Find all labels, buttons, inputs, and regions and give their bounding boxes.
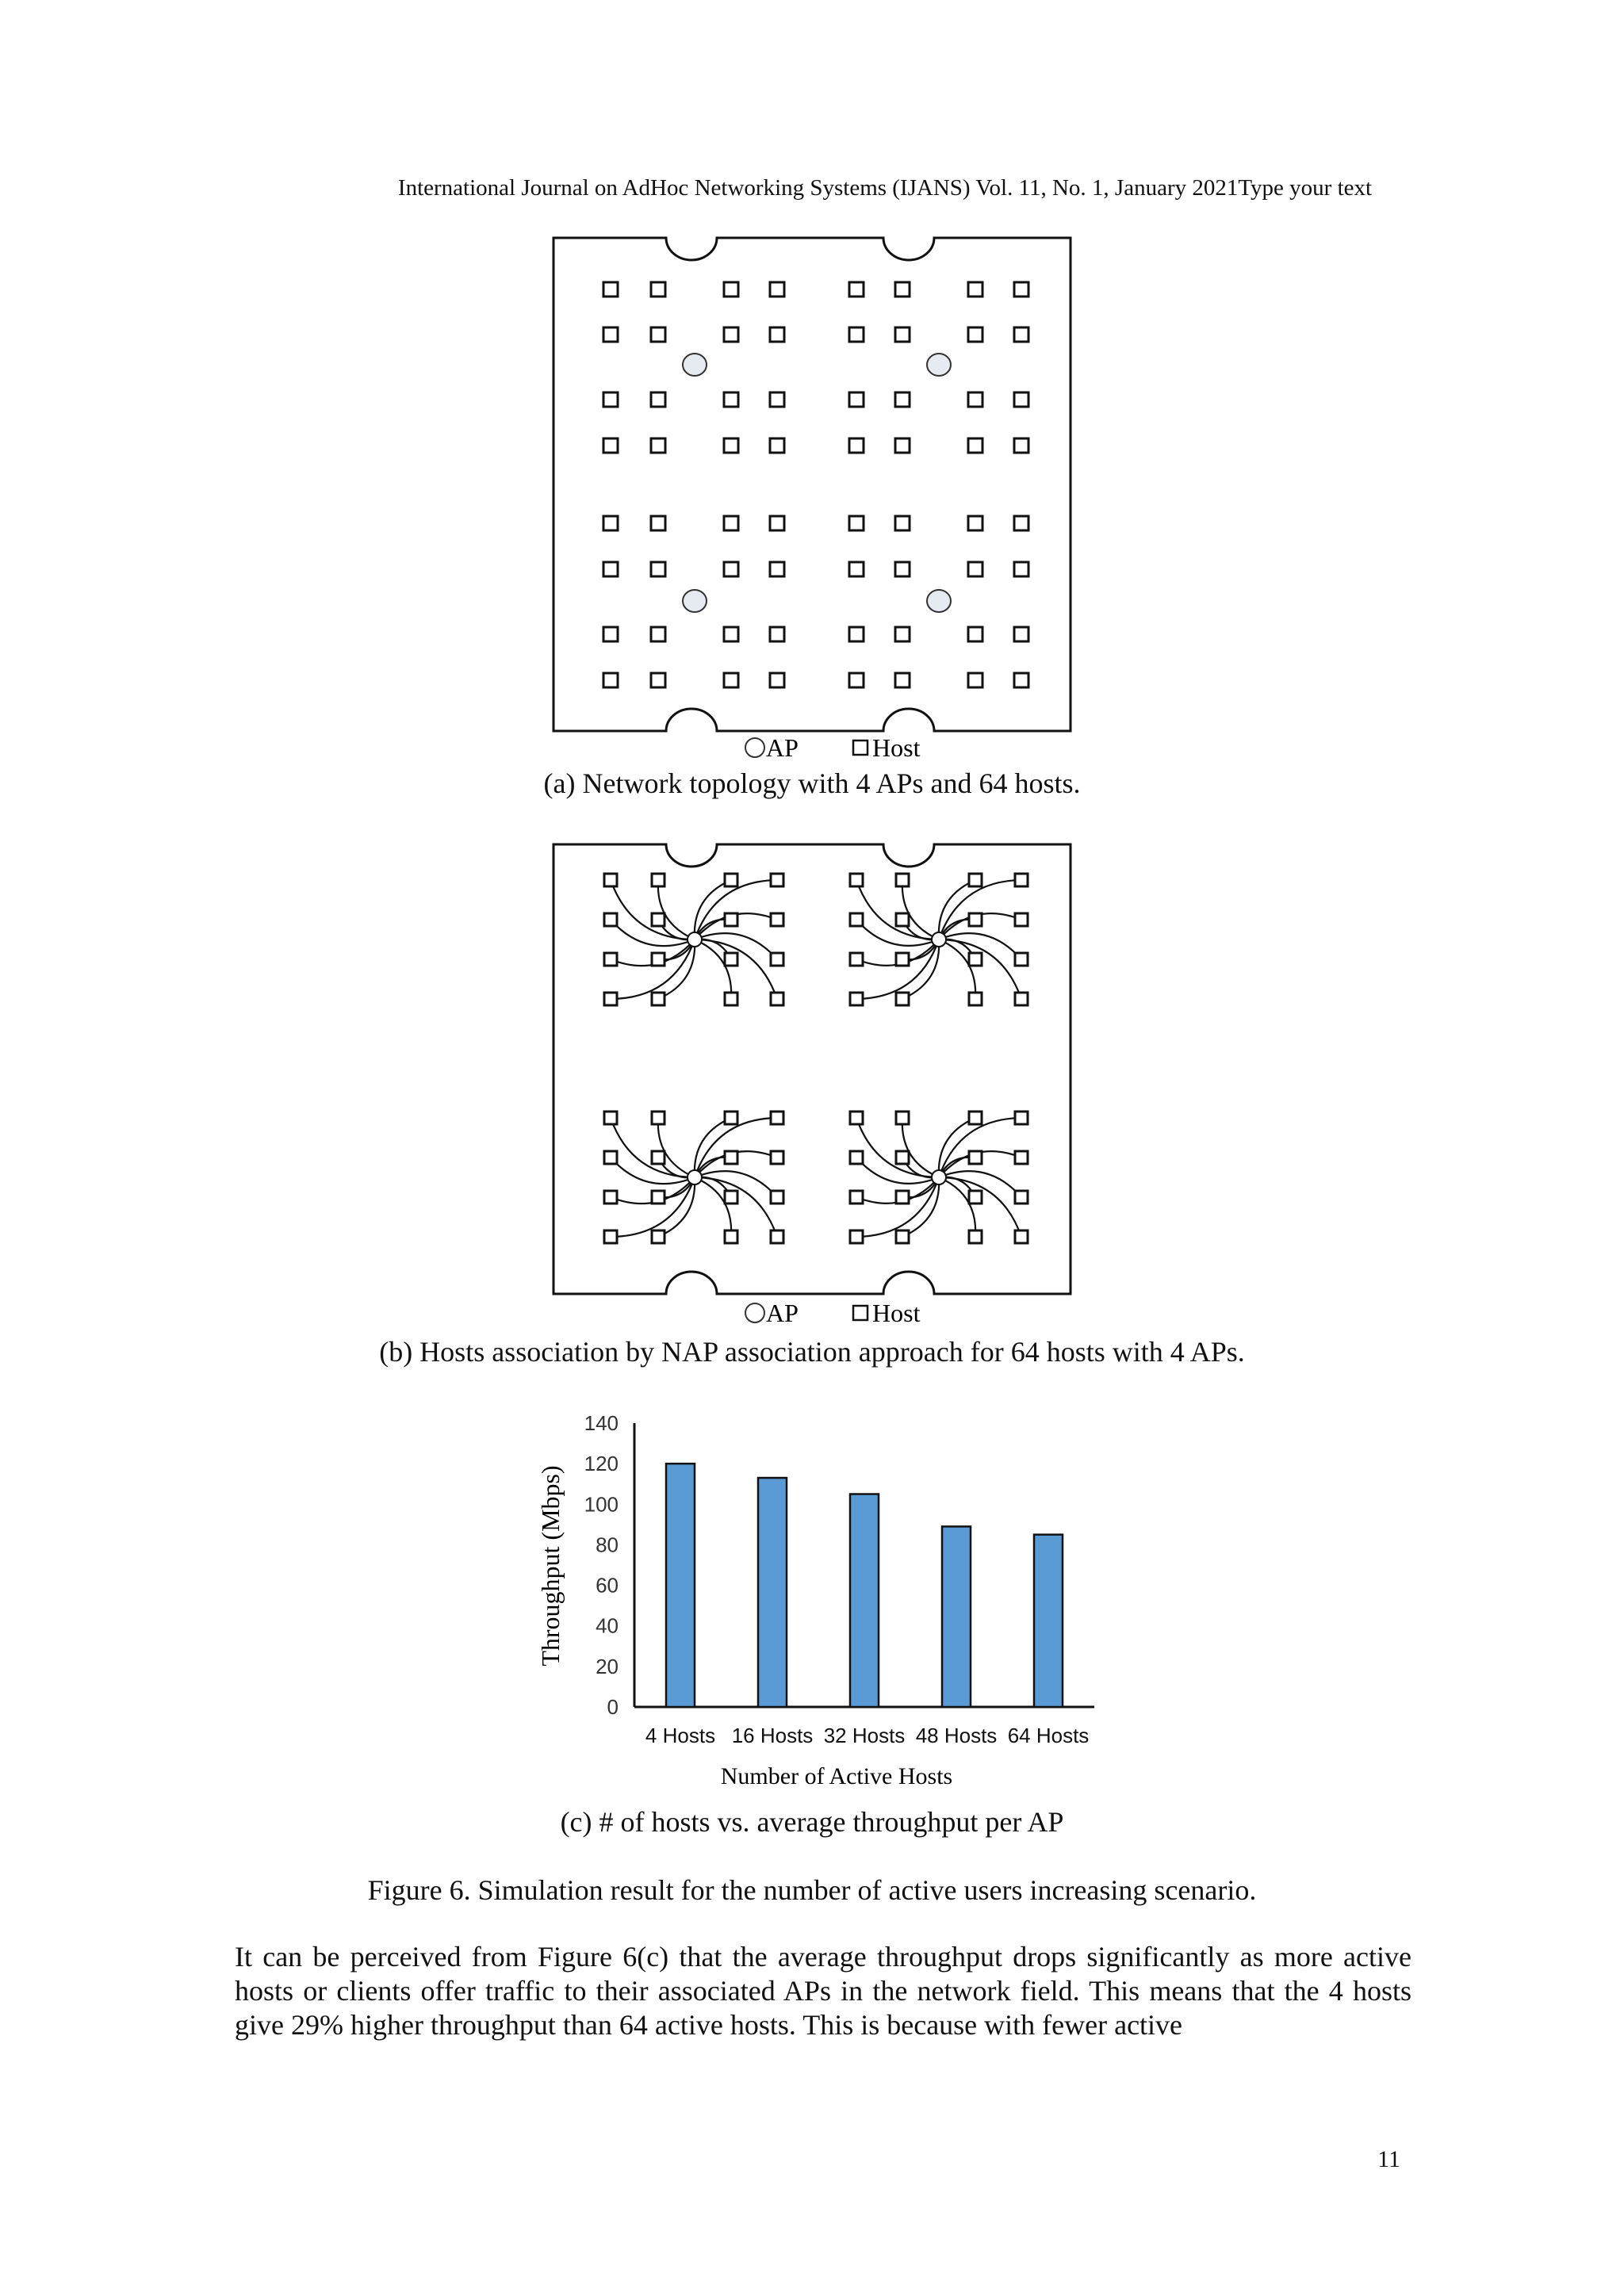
host-node bbox=[604, 874, 617, 886]
host-node bbox=[771, 913, 783, 926]
host-node bbox=[770, 673, 784, 687]
host-node bbox=[895, 282, 910, 297]
host-node bbox=[651, 282, 665, 297]
host-node bbox=[771, 874, 783, 886]
host-legend-icon bbox=[853, 740, 868, 755]
ap-node bbox=[683, 354, 707, 376]
association-links bbox=[611, 880, 1021, 1237]
x-tick-label: 64 Hosts bbox=[1007, 1724, 1090, 1747]
host-node bbox=[896, 1112, 909, 1124]
ap-legend-icon bbox=[745, 738, 764, 757]
ap-node bbox=[683, 590, 707, 612]
host-node bbox=[968, 392, 982, 407]
throughput-bar-chart bbox=[519, 1403, 1122, 1816]
host-node bbox=[969, 1230, 982, 1243]
association-link bbox=[695, 939, 731, 999]
association-link bbox=[902, 1118, 939, 1177]
host-node bbox=[1015, 874, 1028, 886]
association-link bbox=[939, 939, 975, 999]
host-grid bbox=[603, 282, 1028, 687]
host-node bbox=[969, 1151, 982, 1164]
host-node bbox=[1014, 282, 1028, 297]
host-node bbox=[849, 392, 864, 407]
legend-host-label: Host bbox=[872, 1299, 921, 1327]
page-number: 11 bbox=[1377, 2146, 1400, 2172]
host-node bbox=[652, 913, 665, 926]
host-node bbox=[849, 438, 864, 453]
host-node bbox=[652, 1112, 665, 1124]
association-link bbox=[939, 880, 1021, 939]
host-node bbox=[603, 562, 618, 576]
host-node bbox=[968, 282, 982, 297]
host-node bbox=[895, 438, 910, 453]
y-tick-label: 0 bbox=[607, 1695, 619, 1719]
host-node bbox=[770, 562, 784, 576]
host-node bbox=[895, 627, 910, 641]
host-node bbox=[770, 627, 784, 641]
bar bbox=[758, 1478, 787, 1707]
y-tick-label: 20 bbox=[596, 1654, 619, 1678]
host-node bbox=[1015, 1112, 1028, 1124]
host-node bbox=[724, 438, 738, 453]
y-tick-label: 140 bbox=[584, 1411, 619, 1435]
bar bbox=[1034, 1535, 1063, 1707]
host-node bbox=[725, 913, 737, 926]
association-link bbox=[611, 1177, 695, 1237]
host-node bbox=[770, 392, 784, 407]
host-node bbox=[1014, 516, 1028, 530]
host-node bbox=[896, 1230, 909, 1243]
association-link bbox=[856, 939, 939, 999]
ap-node bbox=[688, 1170, 702, 1184]
host-node bbox=[968, 327, 982, 342]
host-node bbox=[603, 627, 618, 641]
host-node bbox=[1014, 673, 1028, 687]
host-node bbox=[604, 1112, 617, 1124]
host-node bbox=[849, 516, 864, 530]
host-node bbox=[969, 874, 982, 886]
host-node bbox=[1015, 1191, 1028, 1203]
association-link bbox=[902, 880, 939, 939]
host-node bbox=[725, 874, 737, 886]
host-node bbox=[604, 1230, 617, 1243]
host-node bbox=[651, 673, 665, 687]
host-node bbox=[724, 673, 738, 687]
running-header: International Journal on AdHoc Networking Systems (IJANS) Vol. 11, No. 1, January 2021Type your text bbox=[397, 175, 1373, 201]
host-node bbox=[724, 562, 738, 576]
bar bbox=[850, 1494, 879, 1708]
host-node bbox=[1014, 438, 1028, 453]
host-node bbox=[604, 1191, 617, 1203]
host-node bbox=[1014, 392, 1028, 407]
host-node bbox=[603, 673, 618, 687]
host-node bbox=[850, 953, 863, 966]
host-node bbox=[895, 673, 910, 687]
host-node bbox=[724, 516, 738, 530]
host-node bbox=[1015, 1230, 1028, 1243]
host-node bbox=[651, 627, 665, 641]
y-tick-label: 120 bbox=[584, 1452, 619, 1476]
association-link bbox=[658, 1118, 695, 1177]
host-node bbox=[1014, 562, 1028, 576]
host-node bbox=[849, 562, 864, 576]
host-node bbox=[968, 627, 982, 641]
host-node bbox=[968, 516, 982, 530]
host-node bbox=[968, 438, 982, 453]
host-node bbox=[725, 993, 737, 1005]
ap-node bbox=[932, 932, 946, 947]
field-boundary bbox=[553, 238, 1071, 731]
caption-a: (a) Network topology with 4 APs and 64 hosts. bbox=[543, 767, 1081, 799]
host-node bbox=[603, 282, 618, 297]
host-node bbox=[652, 953, 665, 966]
figure-b-association bbox=[547, 801, 1086, 1340]
host-node bbox=[603, 392, 618, 407]
legend-ap-label: AP bbox=[766, 733, 799, 762]
host-node bbox=[895, 327, 910, 342]
y-tick-label: 80 bbox=[596, 1533, 619, 1557]
host-node bbox=[895, 516, 910, 530]
y-tick-labels bbox=[584, 1411, 619, 1719]
host-node bbox=[724, 627, 738, 641]
host-node bbox=[652, 1191, 665, 1203]
legend-host-label: Host bbox=[872, 733, 921, 762]
caption-c: (c) # of hosts vs. average throughput per AP bbox=[560, 1806, 1064, 1838]
caption-b: (b) Hosts association by NAP association approach for 64 hosts with 4 APs. bbox=[379, 1336, 1245, 1368]
host-node bbox=[969, 1112, 982, 1124]
host-legend-icon bbox=[853, 1306, 868, 1320]
host-node bbox=[849, 627, 864, 641]
host-node bbox=[771, 1230, 783, 1243]
host-node bbox=[651, 327, 665, 342]
ap-legend-icon bbox=[745, 1303, 764, 1322]
host-node bbox=[896, 1151, 909, 1164]
host-node bbox=[770, 516, 784, 530]
host-node bbox=[603, 327, 618, 342]
host-node bbox=[850, 913, 863, 926]
host-node bbox=[1015, 953, 1028, 966]
host-node bbox=[850, 993, 863, 1005]
host-node bbox=[895, 392, 910, 407]
host-node bbox=[652, 993, 665, 1005]
host-node bbox=[603, 438, 618, 453]
bar bbox=[666, 1464, 695, 1707]
host-node bbox=[850, 1230, 863, 1243]
host-node bbox=[849, 327, 864, 342]
body-paragraph: It can be perceived from Figure 6(c) that the average throughput drops significantly as more active hosts or clients offer traffic to their associated APs in the network field. This means that the 4 hosts give 29% higher throughput than 64 active hosts. This is because with fewer active bbox=[235, 1941, 1411, 2041]
ap-node bbox=[932, 1170, 946, 1184]
host-node bbox=[850, 1191, 863, 1203]
ap-node bbox=[688, 932, 702, 947]
host-node bbox=[1015, 993, 1028, 1005]
host-node bbox=[850, 1112, 863, 1124]
host-node bbox=[771, 1151, 783, 1164]
host-node bbox=[896, 953, 909, 966]
host-node bbox=[770, 282, 784, 297]
association-link bbox=[658, 880, 695, 939]
host-node bbox=[895, 562, 910, 576]
host-node bbox=[604, 913, 617, 926]
host-node bbox=[1015, 913, 1028, 926]
host-node bbox=[651, 562, 665, 576]
host-node bbox=[604, 953, 617, 966]
x-tick-label: 48 Hosts bbox=[915, 1724, 998, 1747]
host-node bbox=[969, 1191, 982, 1203]
association-link bbox=[611, 939, 695, 999]
host-node bbox=[604, 1151, 617, 1164]
y-tick-label: 100 bbox=[584, 1492, 619, 1517]
host-node bbox=[651, 392, 665, 407]
host-grid bbox=[604, 874, 1028, 1243]
figure-caption: Figure 6. Simulation result for the number of active users increasing scenario. bbox=[367, 1874, 1257, 1906]
host-node bbox=[969, 913, 982, 926]
host-node bbox=[850, 874, 863, 886]
x-axis-label: Number of Active Hosts bbox=[720, 1763, 953, 1789]
association-link bbox=[939, 1177, 975, 1237]
host-node bbox=[770, 327, 784, 342]
ap-node bbox=[927, 590, 951, 612]
host-node bbox=[849, 673, 864, 687]
host-node bbox=[968, 673, 982, 687]
association-link bbox=[695, 1118, 777, 1177]
host-node bbox=[771, 1191, 783, 1203]
host-node bbox=[651, 438, 665, 453]
field-boundary bbox=[553, 844, 1071, 1294]
x-tick-label: 32 Hosts bbox=[823, 1724, 906, 1747]
ap-node bbox=[927, 354, 951, 376]
host-node bbox=[725, 1191, 737, 1203]
host-node bbox=[969, 953, 982, 966]
host-node bbox=[896, 874, 909, 886]
host-node bbox=[652, 1230, 665, 1243]
association-link bbox=[695, 880, 777, 939]
host-node bbox=[968, 562, 982, 576]
host-node bbox=[652, 1151, 665, 1164]
host-node bbox=[724, 327, 738, 342]
host-node bbox=[724, 392, 738, 407]
host-node bbox=[724, 282, 738, 297]
bars bbox=[666, 1464, 1063, 1707]
x-tick-label: 16 Hosts bbox=[731, 1724, 814, 1747]
host-node bbox=[603, 516, 618, 530]
bar bbox=[942, 1526, 971, 1707]
y-tick-label: 60 bbox=[596, 1573, 619, 1598]
host-node bbox=[896, 913, 909, 926]
host-node bbox=[725, 1151, 737, 1164]
host-node bbox=[850, 1151, 863, 1164]
association-link bbox=[695, 1177, 731, 1237]
host-node bbox=[725, 1112, 737, 1124]
host-node bbox=[849, 282, 864, 297]
host-node bbox=[1015, 1151, 1028, 1164]
host-node bbox=[969, 993, 982, 1005]
host-node bbox=[1014, 627, 1028, 641]
host-node bbox=[725, 1230, 737, 1243]
association-link bbox=[856, 1177, 939, 1237]
x-tick-label: 4 Hosts bbox=[645, 1724, 716, 1747]
host-node bbox=[725, 953, 737, 966]
host-node bbox=[651, 516, 665, 530]
x-tick-labels bbox=[645, 1724, 1089, 1747]
host-node bbox=[896, 993, 909, 1005]
host-node bbox=[771, 953, 783, 966]
legend-ap-label: AP bbox=[766, 1299, 799, 1327]
host-node bbox=[1014, 327, 1028, 342]
figure-a-topology bbox=[547, 230, 1086, 769]
host-node bbox=[896, 1191, 909, 1203]
host-node bbox=[771, 993, 783, 1005]
y-axis-label: Throughput (Mbps) bbox=[536, 1465, 565, 1667]
host-node bbox=[770, 438, 784, 453]
host-node bbox=[771, 1112, 783, 1124]
association-link bbox=[939, 1118, 1021, 1177]
y-tick-label: 40 bbox=[596, 1613, 619, 1638]
host-node bbox=[652, 874, 665, 886]
host-node bbox=[604, 993, 617, 1005]
